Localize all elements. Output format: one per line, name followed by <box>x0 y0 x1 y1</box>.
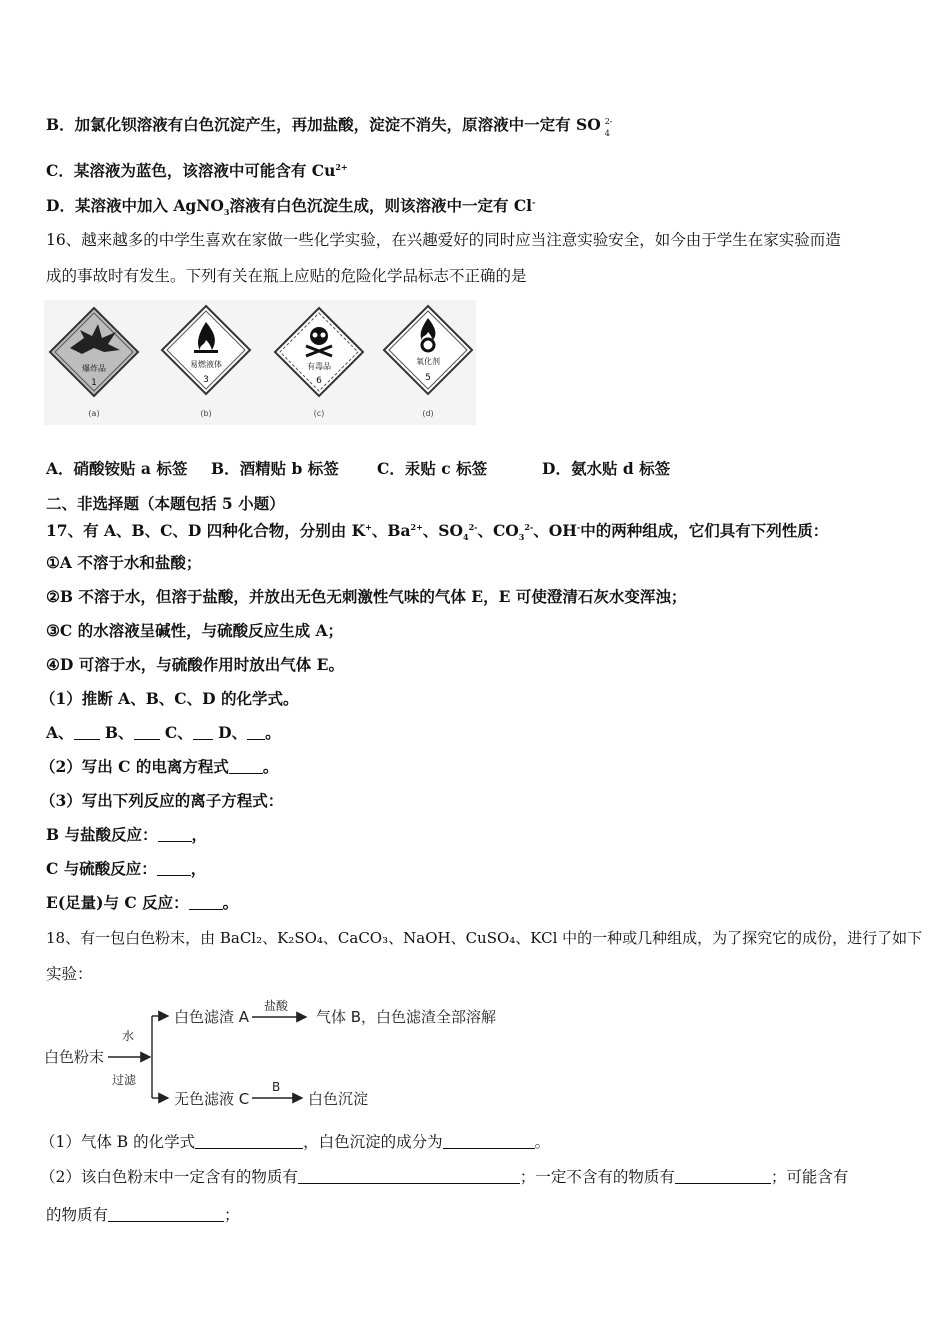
answer-blank[interactable] <box>157 861 191 876</box>
q17-property-2: ②B 不溶于水，但溶于盐酸，并放出无色无刺激性气味的气体 E，E 可使澄清石灰水变浑浊； <box>46 587 687 606</box>
answer-blank[interactable] <box>443 1134 535 1149</box>
q17-part1-answer: A、 B、 C、 D、 。 <box>46 723 281 742</box>
hazard-label-num: 5 <box>425 373 431 383</box>
flow-acid: 盐酸 <box>264 999 289 1013</box>
q15-option-d: D．某溶液中加入 AgNO$_3$溶液有白色沉淀生成，则该溶液中一定有 Cl- <box>46 196 536 218</box>
q17-part3: （3）写出下列反应的离子方程式： <box>40 791 284 810</box>
answer-blank[interactable] <box>158 827 192 842</box>
q18-stem-line2: 实验： <box>46 965 93 983</box>
hazard-label-tag: (c) <box>313 409 325 418</box>
q17-reaction-2: C 与硫酸反应： ， <box>46 859 207 878</box>
hazard-label-tag: (a) <box>88 409 100 418</box>
hazard-label-tag: (b) <box>200 409 212 418</box>
q17-reaction-3: E(足量)与 C 反应： 。 <box>46 893 239 912</box>
answer-blank[interactable] <box>247 725 265 740</box>
q18-question-2: （2）该白色粉末中一定含有的物质有 ；一定不含有的物质有 ；可能含有 <box>40 1168 849 1186</box>
hazard-label-name: 有毒品 <box>307 362 331 371</box>
hazard-label-name: 爆炸品 <box>82 364 106 373</box>
q16-option-b: B．酒精贴 b 标签 <box>211 459 339 478</box>
q16-option-c: C．汞贴 c 标签 <box>377 459 488 478</box>
flow-precipitate: 白色沉淀 <box>308 1090 369 1108</box>
q18-question-2-line2: 的物质有 ； <box>46 1206 240 1224</box>
flow-gas-result: 气体 B，白色滤渣全部溶解 <box>316 1008 497 1026</box>
q17-reaction-1: B 与盐酸反应： ， <box>46 825 208 844</box>
q18-stem-line1: 18、有一包白色粉末，由 BaCl₂、K₂SO₄、CaCO₃、NaOH、CuSO₄、KCl 中的一种或几种组成，为了探究它的成份，进行了如下 <box>46 929 923 947</box>
answer-blank[interactable] <box>189 895 223 910</box>
answer-blank[interactable] <box>229 759 263 774</box>
q18-question-1: （1）气体 B 的化学式 ，白色沉淀的成分为 。 <box>40 1133 551 1151</box>
answer-blank[interactable] <box>195 1134 303 1149</box>
answer-blank[interactable] <box>74 725 100 740</box>
flow-water: 水 <box>122 1029 135 1043</box>
q17-part2: （2）写出 C 的电离方程式 。 <box>40 757 279 776</box>
flow-reagent-b: B <box>272 1080 281 1094</box>
q17-property-3: ③C 的水溶液呈碱性，与硫酸反应生成 A； <box>46 621 344 640</box>
answer-blank[interactable] <box>675 1169 771 1184</box>
hazard-label-num: 3 <box>203 375 209 385</box>
answer-blank[interactable] <box>193 725 213 740</box>
q16-option-d: D．氨水贴 d 标签 <box>542 459 671 478</box>
hazard-label-name: 易燃液体 <box>190 360 222 369</box>
q17-part1: （1）推断 A、B、C、D 的化学式。 <box>40 689 299 708</box>
q16-option-a: A．硝酸铵贴 a 标签 <box>46 459 188 478</box>
q17-property-1: ①A 不溶于水和盐酸； <box>46 553 202 572</box>
q17-stem: 17、有 A、B、C、D 四种化合物，分别由 K+、$Ba^{2+}$、$SO_4^{2-}$、$CO_3^{2-}$、OH-中的两种组成，它们具有下列性质： <box>46 521 829 543</box>
flow-filter: 过滤 <box>112 1073 137 1087</box>
hazard-label-tag: (d) <box>422 409 434 418</box>
hazard-label-name: 氧化剂 <box>416 357 440 366</box>
flow-residue: 白色滤渣 A <box>174 1008 250 1026</box>
q17-property-4: ④D 可溶于水，与硫酸作用时放出气体 E。 <box>46 655 344 674</box>
hazard-label-num: 6 <box>316 376 322 386</box>
hazard-label-num: 1 <box>91 378 97 388</box>
q15-option-b: B．加氯化钡溶液有白色沉淀产生，再加盐酸，淀淀不消失，原溶液中一定有 SO 2- 4 <box>46 115 613 138</box>
hazard-labels-figure <box>44 300 476 425</box>
q15-option-c: C．某溶液为蓝色，该溶液中可能含有 $Cu^{2+}$ <box>46 161 348 180</box>
answer-blank[interactable] <box>108 1207 224 1222</box>
answer-blank[interactable] <box>298 1169 520 1184</box>
q16-stem-line2: 成的事故时有发生。下列有关在瓶上应贴的危险化学品标志不正确的是 <box>46 267 527 285</box>
experiment-flowchart <box>44 996 504 1111</box>
flow-filtrate: 无色滤液 C <box>174 1090 250 1108</box>
q16-stem-line1: 16、越来越多的中学生喜欢在家做一些化学实验，在兴趣爱好的同时应当注意实验安全，如今由于学生在家实验而造 <box>46 231 841 249</box>
flow-start: 白色粉末 <box>44 1048 105 1066</box>
answer-blank[interactable] <box>134 725 160 740</box>
section-heading: 二、非选择题（本题包括 5 小题） <box>46 494 285 513</box>
